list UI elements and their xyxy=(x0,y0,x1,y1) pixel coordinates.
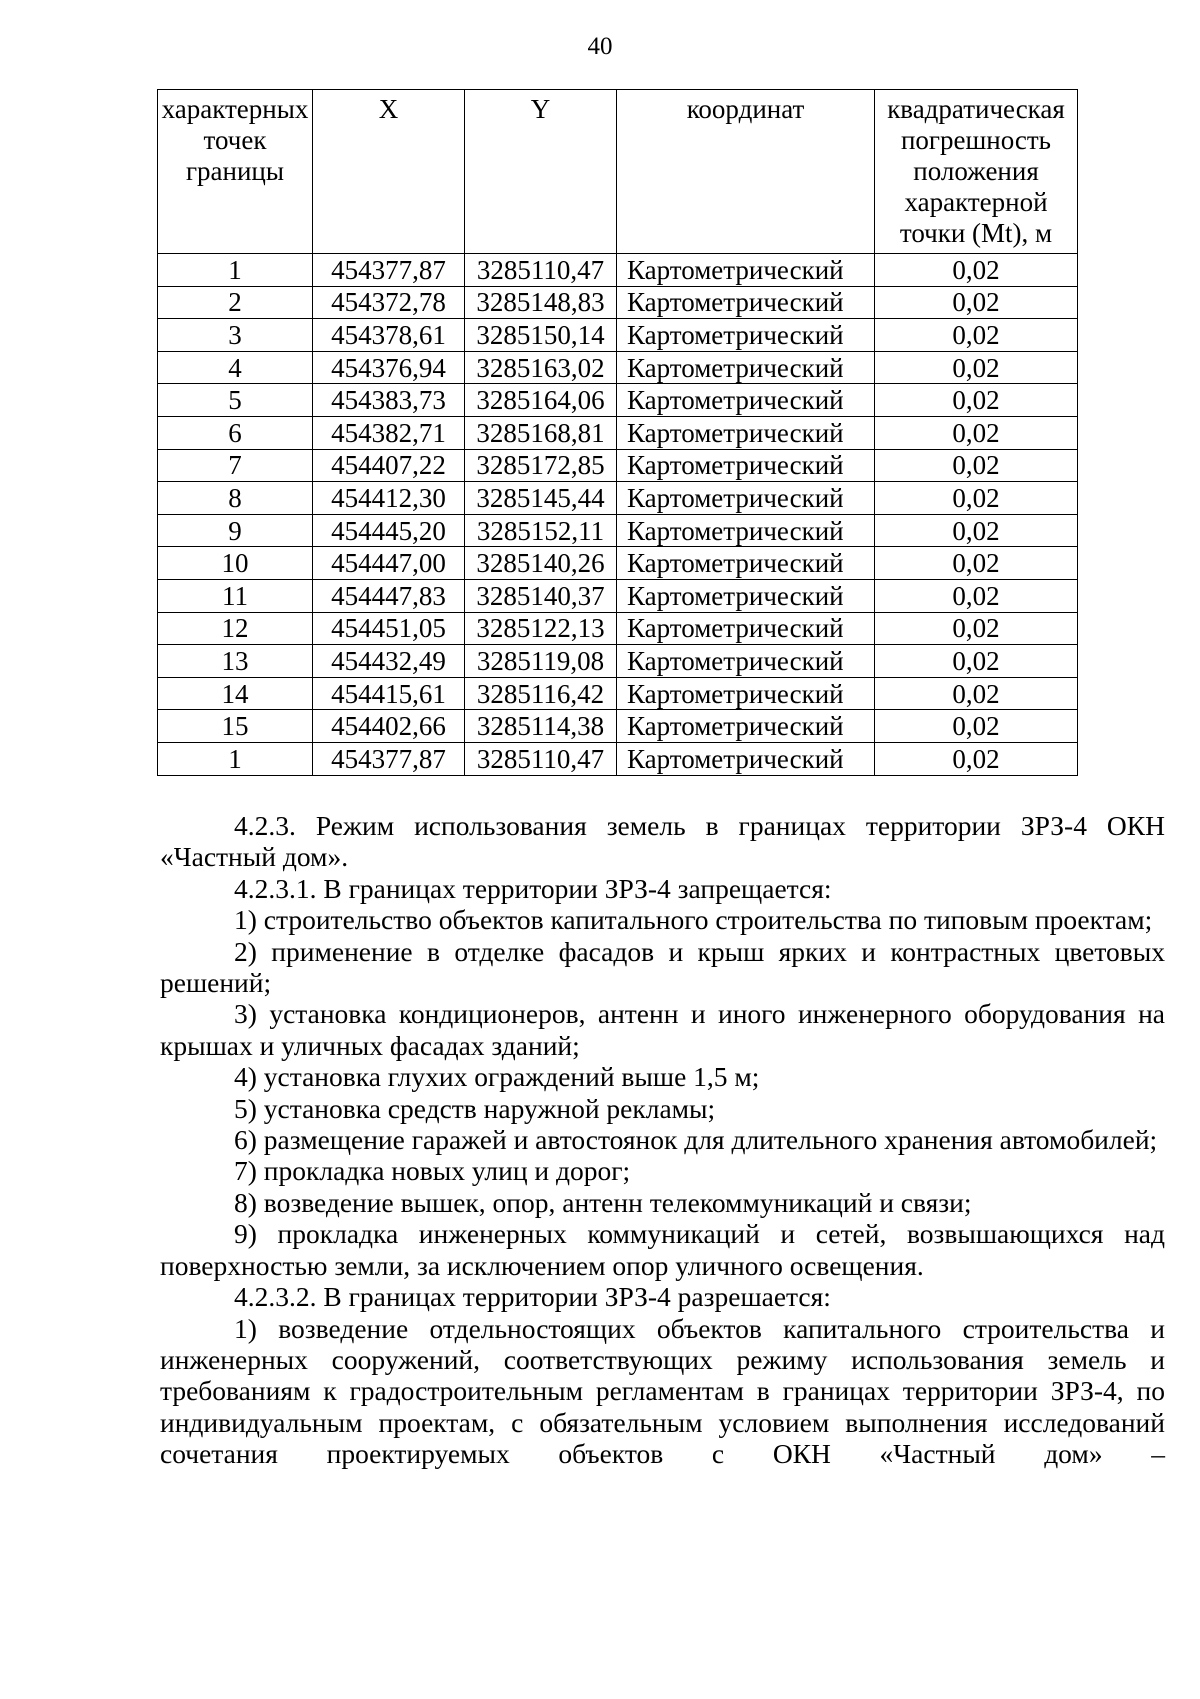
table-body xyxy=(158,254,1078,776)
cell-error: 0,02 xyxy=(875,514,1078,547)
table-row xyxy=(158,710,1078,743)
cell-x: 454415,61 xyxy=(313,677,465,710)
cell-x: 454382,71 xyxy=(313,416,465,449)
table-row xyxy=(158,449,1078,482)
cell-method: Картометрический xyxy=(617,547,875,580)
cell-method: Картометрический xyxy=(617,677,875,710)
cell-method: Картометрический xyxy=(617,384,875,417)
cell-method: Картометрический xyxy=(617,579,875,612)
cell-error: 0,02 xyxy=(875,286,1078,319)
header-y: Y xyxy=(465,90,617,254)
header-point-number: характерных точек границы xyxy=(158,90,313,254)
cell-point-number: 10 xyxy=(158,547,313,580)
table-row xyxy=(158,579,1078,612)
cell-y: 3285140,37 xyxy=(465,579,617,612)
cell-method: Картометрический xyxy=(617,449,875,482)
document-body xyxy=(160,810,1165,1470)
cell-error: 0,02 xyxy=(875,482,1078,515)
cell-y: 3285145,44 xyxy=(465,482,617,515)
cell-point-number: 13 xyxy=(158,645,313,678)
cell-method: Картометрический xyxy=(617,645,875,678)
cell-error: 0,02 xyxy=(875,384,1078,417)
cell-point-number: 12 xyxy=(158,612,313,645)
cell-x: 454447,00 xyxy=(313,547,465,580)
cell-error: 0,02 xyxy=(875,645,1078,678)
table-row xyxy=(158,547,1078,580)
cell-method: Картометрический xyxy=(617,286,875,319)
header-x: X xyxy=(313,90,465,254)
cell-point-number: 6 xyxy=(158,416,313,449)
table-row xyxy=(158,742,1078,775)
header-error: квадратическая погрешность положения характерной точки (Mt), м xyxy=(875,90,1078,254)
section-heading-4-2-3-2: 4.2.3.2. В границах территории ЗРЗ-4 разрешается: xyxy=(234,1281,831,1313)
cell-y: 3285140,26 xyxy=(465,547,617,580)
table-row xyxy=(158,351,1078,384)
cell-x: 454383,73 xyxy=(313,384,465,417)
cell-y: 3285172,85 xyxy=(465,449,617,482)
cell-y: 3285152,11 xyxy=(465,514,617,547)
table-row xyxy=(158,482,1078,515)
cell-error: 0,02 xyxy=(875,612,1078,645)
table-row xyxy=(158,514,1078,547)
cell-x: 454377,87 xyxy=(313,254,465,287)
cell-y: 3285119,08 xyxy=(465,645,617,678)
cell-y: 3285116,42 xyxy=(465,677,617,710)
cell-error: 0,02 xyxy=(875,351,1078,384)
cell-point-number: 1 xyxy=(158,254,313,287)
cell-method: Картометрический xyxy=(617,254,875,287)
permitted-item: 1) возведение отдельностоящих объектов капитального строительства и инженерных сооружений, соответствующих режиму использования земель и требованиям к градостроительным регламентам в границах территории ЗРЗ-4, по индивидуальным проектам, с обязательным условием выполнения исследований сочетания проектируемых объектов с ОКН «Частный дом» – xyxy=(160,1312,1165,1470)
cell-point-number: 11 xyxy=(158,579,313,612)
table-row xyxy=(158,612,1078,645)
cell-y: 3285150,14 xyxy=(465,319,617,352)
cell-x: 454447,83 xyxy=(313,579,465,612)
prohibited-item: 7) прокладка новых улиц и дорог; xyxy=(234,1155,631,1187)
cell-point-number: 7 xyxy=(158,449,313,482)
page-number: 40 xyxy=(587,33,613,60)
cell-method: Картометрический xyxy=(617,612,875,645)
cell-x: 454432,49 xyxy=(313,645,465,678)
cell-point-number: 3 xyxy=(158,319,313,352)
prohibited-item: 2) применение в отделке фасадов и крыш ярких и контрастных цветовых решений; xyxy=(160,935,1165,999)
table-row xyxy=(158,645,1078,678)
table-row xyxy=(158,416,1078,449)
cell-x: 454402,66 xyxy=(313,710,465,743)
coordinates-table xyxy=(157,89,1078,776)
section-heading-4-2-3: 4.2.3. Режим использования земель в границах территории ЗРЗ-4 ОКН «Частный дом». xyxy=(160,810,1165,873)
cell-x: 454377,87 xyxy=(313,742,465,775)
cell-error: 0,02 xyxy=(875,254,1078,287)
cell-error: 0,02 xyxy=(875,449,1078,482)
cell-point-number: 2 xyxy=(158,286,313,319)
cell-point-number: 15 xyxy=(158,710,313,743)
table-header-row xyxy=(158,90,1078,254)
prohibited-item: 8) возведение вышек, опор, антенн телекоммуникаций и связи; xyxy=(234,1186,972,1218)
cell-method: Картометрический xyxy=(617,416,875,449)
cell-method: Картометрический xyxy=(617,319,875,352)
cell-error: 0,02 xyxy=(875,319,1078,352)
cell-y: 3285164,06 xyxy=(465,384,617,417)
cell-error: 0,02 xyxy=(875,416,1078,449)
cell-point-number: 8 xyxy=(158,482,313,515)
prohibited-item: 4) установка глухих ограждений выше 1,5 м; xyxy=(234,1061,760,1093)
cell-x: 454451,05 xyxy=(313,612,465,645)
cell-error: 0,02 xyxy=(875,742,1078,775)
cell-method: Картометрический xyxy=(617,742,875,775)
cell-error: 0,02 xyxy=(875,710,1078,743)
cell-method: Картометрический xyxy=(617,514,875,547)
cell-method: Картометрический xyxy=(617,482,875,515)
cell-y: 3285168,81 xyxy=(465,416,617,449)
section-heading-4-2-3-1: 4.2.3.1. В границах территории ЗРЗ-4 запрещается: xyxy=(234,872,832,904)
cell-y: 3285114,38 xyxy=(465,710,617,743)
prohibited-item: 1) строительство объектов капитального строительства по типовым проектам; xyxy=(234,904,1153,936)
cell-error: 0,02 xyxy=(875,677,1078,710)
cell-point-number: 1 xyxy=(158,742,313,775)
prohibited-list xyxy=(160,904,1165,1281)
cell-method: Картометрический xyxy=(617,710,875,743)
cell-x: 454378,61 xyxy=(313,319,465,352)
cell-y: 3285110,47 xyxy=(465,742,617,775)
table-row xyxy=(158,677,1078,710)
cell-y: 3285122,13 xyxy=(465,612,617,645)
cell-y: 3285148,83 xyxy=(465,286,617,319)
cell-point-number: 4 xyxy=(158,351,313,384)
prohibited-item: 6) размещение гаражей и автостоянок для длительного хранения автомобилей; xyxy=(234,1124,1158,1156)
cell-method: Картометрический xyxy=(617,351,875,384)
cell-error: 0,02 xyxy=(875,547,1078,580)
cell-x: 454372,78 xyxy=(313,286,465,319)
cell-x: 454445,20 xyxy=(313,514,465,547)
prohibited-item: 9) прокладка инженерных коммуникаций и сетей, возвышающихся над поверхностью земли, за исключением опор уличного освещения. xyxy=(160,1218,1165,1281)
header-method: координат xyxy=(617,90,875,254)
cell-point-number: 5 xyxy=(158,384,313,417)
cell-y: 3285110,47 xyxy=(465,254,617,287)
cell-y: 3285163,02 xyxy=(465,351,617,384)
table-row xyxy=(158,286,1078,319)
cell-error: 0,02 xyxy=(875,579,1078,612)
cell-point-number: 14 xyxy=(158,677,313,710)
cell-x: 454376,94 xyxy=(313,351,465,384)
cell-x: 454407,22 xyxy=(313,449,465,482)
cell-point-number: 9 xyxy=(158,514,313,547)
prohibited-item: 3) установка кондиционеров, антенн и иного инженерного оборудования на крышах и уличных фасадах зданий; xyxy=(160,998,1165,1061)
table-row xyxy=(158,319,1078,352)
table-row xyxy=(158,384,1078,417)
prohibited-item: 5) установка средств наружной рекламы; xyxy=(234,1092,716,1124)
cell-x: 454412,30 xyxy=(313,482,465,515)
table-row xyxy=(158,254,1078,287)
